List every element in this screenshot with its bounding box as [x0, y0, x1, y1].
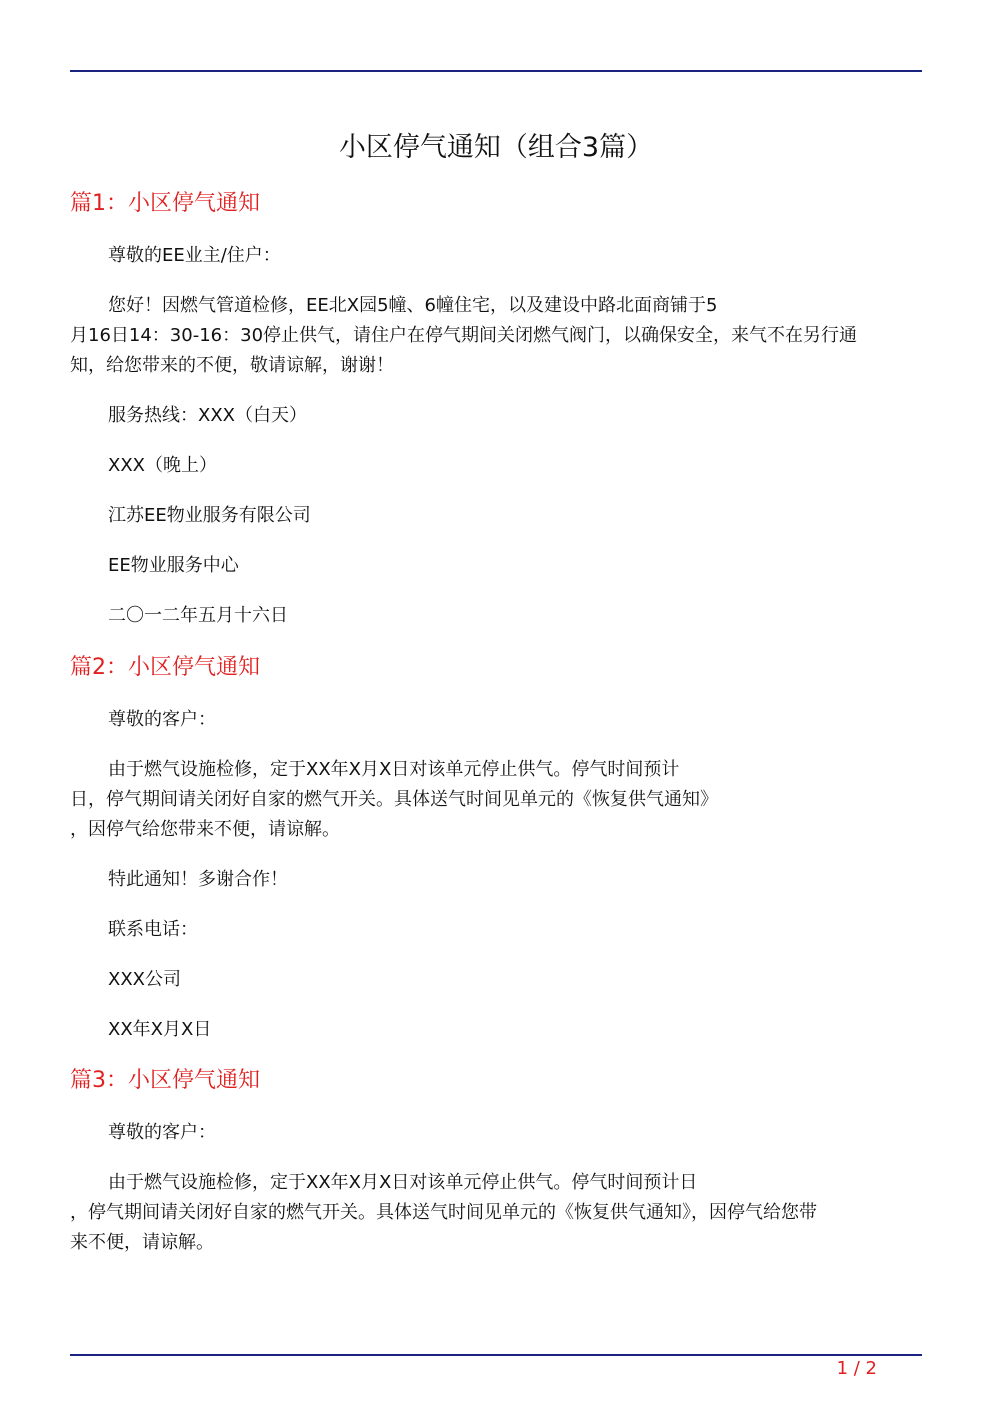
- section-3-body-line-1: 由于燃气设施检修，定于XX年X月X日对该单元停止供气。停气时间预计日: [108, 1172, 698, 1193]
- section-1-hotline-night: [70, 451, 922, 481]
- section-1-salutation-text: 尊敬的EE业主/住户：: [108, 245, 281, 266]
- section-1-hotline-day-text: 服务热线：XXX（白天）: [108, 405, 307, 426]
- section-2-notice-text: 特此通知！多谢合作！: [108, 869, 288, 890]
- section-3-heading: 篇3：小区停气通知: [70, 1068, 260, 1093]
- section-3-salutation-text: 尊敬的客户：: [108, 1122, 216, 1143]
- section-2-body-line-1: 由于燃气设施检修，定于XX年X月X日对该单元停止供气。停气时间预计: [108, 759, 680, 780]
- section-2-notice: [70, 865, 922, 895]
- section-2-body: [70, 755, 922, 845]
- footer-rule: [70, 1354, 922, 1356]
- section-2-heading: 篇2：小区停气通知: [70, 655, 260, 680]
- section-2-date: [70, 1015, 922, 1045]
- section-1-company-text: 江苏EE物业服务有限公司: [108, 505, 311, 526]
- section-1-heading: 篇1：小区停气通知: [70, 191, 260, 216]
- document-title: 小区停气通知（组合3篇）: [338, 132, 654, 163]
- section-2-date-text: XX年X月X日: [108, 1019, 212, 1040]
- section-2-body-line-2: 日，停气期间请关闭好自家的燃气开关。具体送气时间见单元的《恢复供气通知》: [70, 789, 718, 810]
- section-3-body-line-3: 来不便，请谅解。: [70, 1232, 214, 1253]
- section-1-body-line-3: 知，给您带来的不便，敬请谅解，谢谢！: [70, 355, 394, 376]
- section-3-body: [70, 1168, 922, 1258]
- section-2-contact: [70, 915, 922, 945]
- section-2-contact-text: 联系电话：: [108, 919, 198, 940]
- section-2-company: [70, 965, 922, 995]
- section-1-company: [70, 501, 922, 531]
- section-3-salutation: [70, 1118, 922, 1148]
- header-rule: [70, 70, 922, 72]
- section-1-date-text: 二〇一二年五月十六日: [108, 605, 288, 626]
- page-number: 1 / 2: [836, 1358, 877, 1379]
- section-2-salutation: [70, 705, 922, 735]
- section-1-hotline-night-text: XXX（晚上）: [108, 455, 217, 476]
- section-1-body-line-1: 您好！因燃气管道检修，EE北X园5幢、6幢住宅，以及建设中路北面商铺于5: [108, 295, 718, 316]
- section-1-body-line-2: 月16日14：30-16：30停止供气，请住户在停气期间关闭燃气阀门，以确保安全，来气不在另行通: [70, 325, 858, 346]
- section-2-company-text: XXX公司: [108, 969, 181, 990]
- section-1-center: [70, 551, 922, 581]
- section-3-body-line-2: ，停气期间请关闭好自家的燃气开关。具体送气时间见单元的《恢复供气通知》，因停气给您带: [70, 1202, 817, 1223]
- section-1-date: [70, 601, 922, 631]
- section-1-body: [70, 291, 922, 381]
- section-2-salutation-text: 尊敬的客户：: [108, 709, 216, 730]
- section-1-hotline-day: [70, 401, 922, 431]
- section-2-body-line-3: ，因停气给您带来不便，请谅解。: [70, 819, 340, 840]
- section-1-salutation: [70, 241, 922, 271]
- section-1-center-text: EE物业服务中心: [108, 555, 239, 576]
